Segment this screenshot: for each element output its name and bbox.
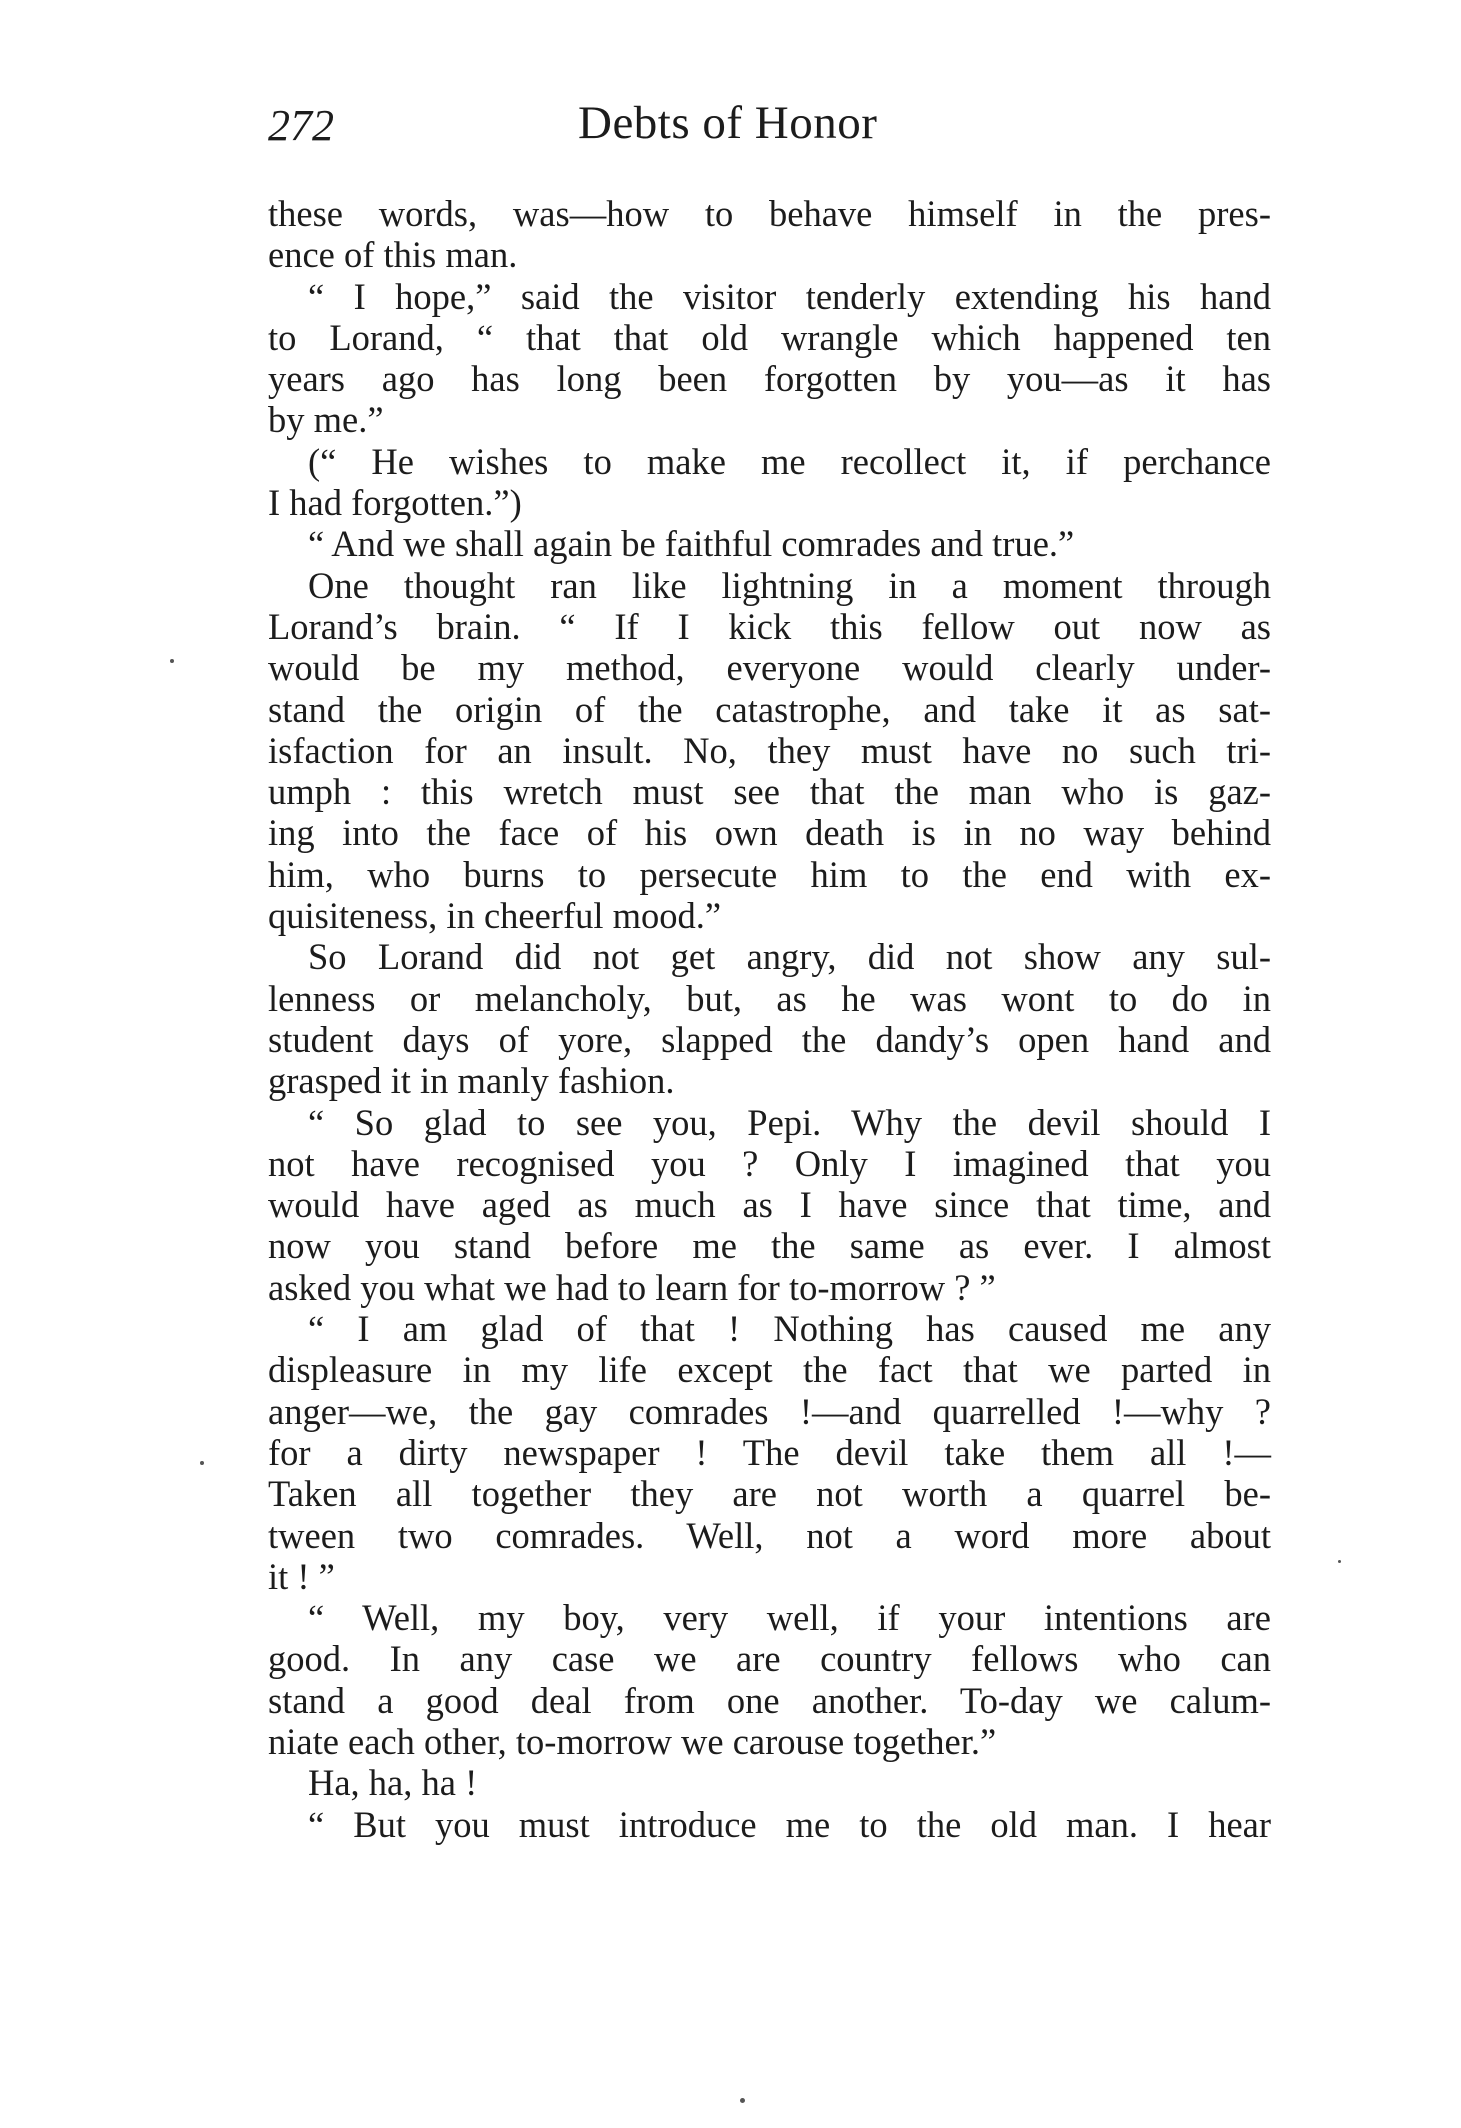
text-line: these words, was—how to behave himself in the pres- — [268, 193, 1271, 234]
running-head — [268, 95, 1271, 155]
text-line: “ So glad to see you, Pepi. Why the devil should I — [308, 1101, 1271, 1143]
margin-speck — [740, 2098, 745, 2103]
text-line: it ! ” — [268, 1555, 335, 1597]
text-line: would be my method, everyone would clearly under- — [268, 647, 1271, 689]
text-line: by me.” — [268, 399, 384, 441]
text-line: good. In any case we are country fellows who can — [268, 1638, 1271, 1680]
text-line: “ I am glad of that ! Nothing has caused me any — [308, 1308, 1271, 1350]
text-line: Ha, ha, ha ! — [308, 1762, 478, 1804]
text-line: asked you what we had to learn for to-morrow ? ” — [268, 1266, 996, 1308]
text-line: I had forgotten.”) — [268, 482, 522, 524]
text-line: tween two comrades. Well, not a word more about — [268, 1514, 1271, 1556]
text-line: to Lorand, “ that that old wrangle which happened ten — [268, 316, 1271, 358]
text-line: would have aged as much as I have since that time, and — [268, 1184, 1271, 1226]
text-line: lenness or melancholy, but, as he was wont to do in — [268, 977, 1271, 1019]
text-line: now you stand before me the same as ever. I almost — [268, 1225, 1271, 1267]
text-line: him, who burns to persecute him to the end with ex- — [268, 853, 1271, 895]
text-line: displeasure in my life except the fact that we parted in — [268, 1349, 1271, 1391]
text-line: “ And we shall again be faithful comrades and true.” — [308, 523, 1075, 565]
text-line: niate each other, to-morrow we carouse together.” — [268, 1720, 997, 1762]
body-text — [268, 193, 1271, 1845]
text-line: student days of yore, slapped the dandy’s open hand and — [268, 1018, 1271, 1060]
text-line: Taken all together they are not worth a quarrel be- — [268, 1473, 1271, 1515]
text-line: isfaction for an insult. No, they must have no such tri- — [268, 729, 1271, 771]
text-line: One thought ran like lightning in a moment through — [308, 564, 1271, 606]
page-number: 272 — [268, 101, 334, 150]
text-line: “ But you must introduce me to the old man. I hear — [308, 1803, 1271, 1845]
text-line: Lorand’s brain. “ If I kick this fellow out now as — [268, 605, 1271, 647]
text-line: not have recognised you ? Only I imagined that you — [268, 1142, 1271, 1184]
text-line: ing into the face of his own death is in no way behind — [268, 812, 1271, 854]
text-line: years ago has long been forgotten by you—as it has — [268, 358, 1271, 400]
margin-speck — [200, 1461, 204, 1465]
text-line: umph : this wretch must see that the man who is gaz- — [268, 771, 1271, 813]
text-line: anger—we, the gay comrades !—and quarrelled !—why ? — [268, 1390, 1271, 1432]
text-line: grasped it in manly fashion. — [268, 1060, 675, 1102]
text-line: “ Well, my boy, very well, if your intentions are — [308, 1597, 1271, 1639]
text-line: (“ He wishes to make me recollect it, if perchance — [308, 440, 1271, 482]
text-line: ence of this man. — [268, 234, 518, 276]
text-line: “ I hope,” said the visitor tenderly extending his hand — [308, 275, 1271, 317]
text-line: for a dirty newspaper ! The devil take them all !— — [268, 1431, 1271, 1473]
text-line: quisiteness, in cheerful mood.” — [268, 895, 722, 937]
text-line: stand the origin of the catastrophe, and take it as sat- — [268, 688, 1271, 730]
text-line: stand a good deal from one another. To-day we calum- — [268, 1679, 1271, 1721]
margin-speck — [170, 659, 174, 663]
margin-speck — [1338, 1560, 1341, 1563]
running-title: Debts of Honor — [578, 97, 878, 149]
text-line: So Lorand did not get angry, did not show any sul- — [308, 936, 1271, 978]
